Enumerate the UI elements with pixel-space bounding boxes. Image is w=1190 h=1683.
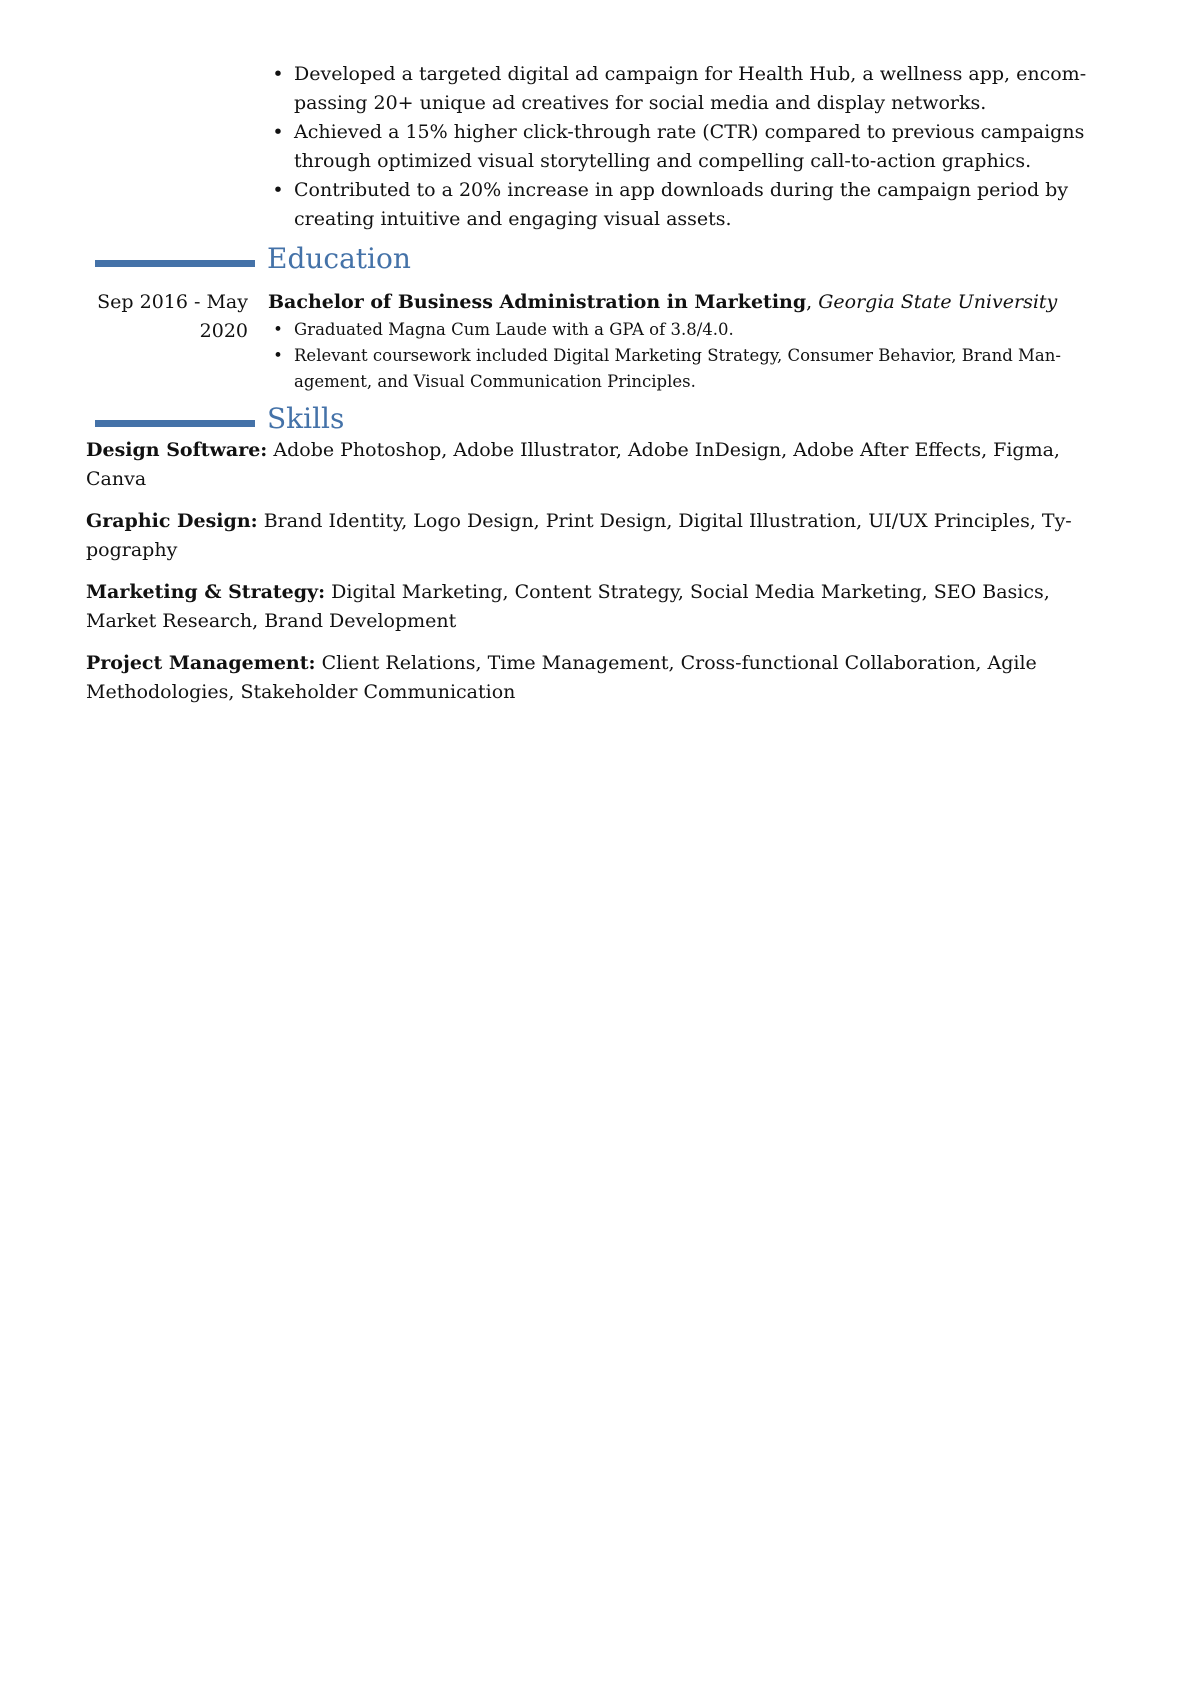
section-rule bbox=[95, 260, 255, 267]
skill-row bbox=[86, 578, 1112, 636]
skill-category: Project Management: bbox=[86, 652, 316, 674]
section-rule bbox=[95, 420, 255, 427]
education-date bbox=[60, 288, 248, 346]
education-date-start: Sep 2016 - May bbox=[97, 291, 248, 313]
experience-bullet bbox=[272, 176, 1124, 234]
skill-values: Digital Marketing, Content Strategy, Social Media Marketing, SEO Basics, Market Research, Brand Development bbox=[86, 581, 1050, 632]
skill-row bbox=[86, 507, 1112, 565]
skill-row bbox=[86, 649, 1112, 707]
experience-bullet-text: Contributed to a 20% increase in app downloads during the campaign period by creating intuitive and engaging visual assets. bbox=[294, 179, 1069, 230]
education-date-end: 2020 bbox=[199, 320, 248, 342]
bullet-icon: • bbox=[273, 320, 283, 339]
education-bullet bbox=[273, 317, 1098, 343]
skill-category: Marketing & Strategy: bbox=[86, 581, 326, 603]
education-title-line bbox=[268, 288, 1098, 317]
experience-bullet-text: Achieved a 15% higher click-through rate (CTR) compared to previous campaigns through optimized visual storytelling and compelling call-to-action graphics. bbox=[294, 121, 1085, 172]
education-title: Education bbox=[267, 242, 411, 275]
experience-bullet bbox=[272, 118, 1124, 176]
skill-values: Adobe Photoshop, Adobe Illustrator, Adobe InDesign, Adobe After Effects, Figma, Canva bbox=[86, 439, 1060, 490]
experience-bullet-list bbox=[268, 60, 1124, 234]
experience-bullet-text: Developed a targeted digital ad campaign for Health Hub, a wellness app, encom-passing 20+ unique ad creatives for social media and display networks. bbox=[294, 63, 1087, 114]
institution-name: Georgia State University bbox=[818, 291, 1058, 313]
skill-values: Client Relations, Time Management, Cross-functional Collaboration, Agile Methodologies, Stakeholder Communication bbox=[86, 652, 1037, 703]
education-bullet-text: Relevant coursework included Digital Marketing Strategy, Consumer Behavior, Brand Man-agement, and Visual Communication Principles. bbox=[294, 346, 1061, 391]
experience-bullet bbox=[272, 60, 1124, 118]
bullet-icon: • bbox=[272, 63, 284, 85]
bullet-icon: • bbox=[272, 179, 284, 201]
skills-title: Skills bbox=[267, 402, 345, 435]
skill-row bbox=[86, 436, 1112, 494]
education-bullet-text: Graduated Magna Cum Laude with a GPA of 3.8/4.0. bbox=[294, 320, 734, 339]
bullet-icon: • bbox=[273, 346, 283, 365]
education-bullet bbox=[273, 343, 1098, 395]
education-heading bbox=[95, 242, 695, 284]
skill-category: Design Software: bbox=[86, 439, 268, 461]
education-entry bbox=[268, 288, 1098, 395]
degree-separator: , bbox=[806, 291, 819, 313]
degree-name: Bachelor of Business Administration in Marketing bbox=[268, 291, 807, 313]
education-bullet-list bbox=[268, 317, 1098, 395]
skill-values: Brand Identity, Logo Design, Print Design, Digital Illustration, UI/UX Principles, Ty-pography bbox=[86, 510, 1072, 561]
skills-list bbox=[86, 436, 1112, 720]
skill-category: Graphic Design: bbox=[86, 510, 258, 532]
bullet-icon: • bbox=[272, 121, 284, 143]
